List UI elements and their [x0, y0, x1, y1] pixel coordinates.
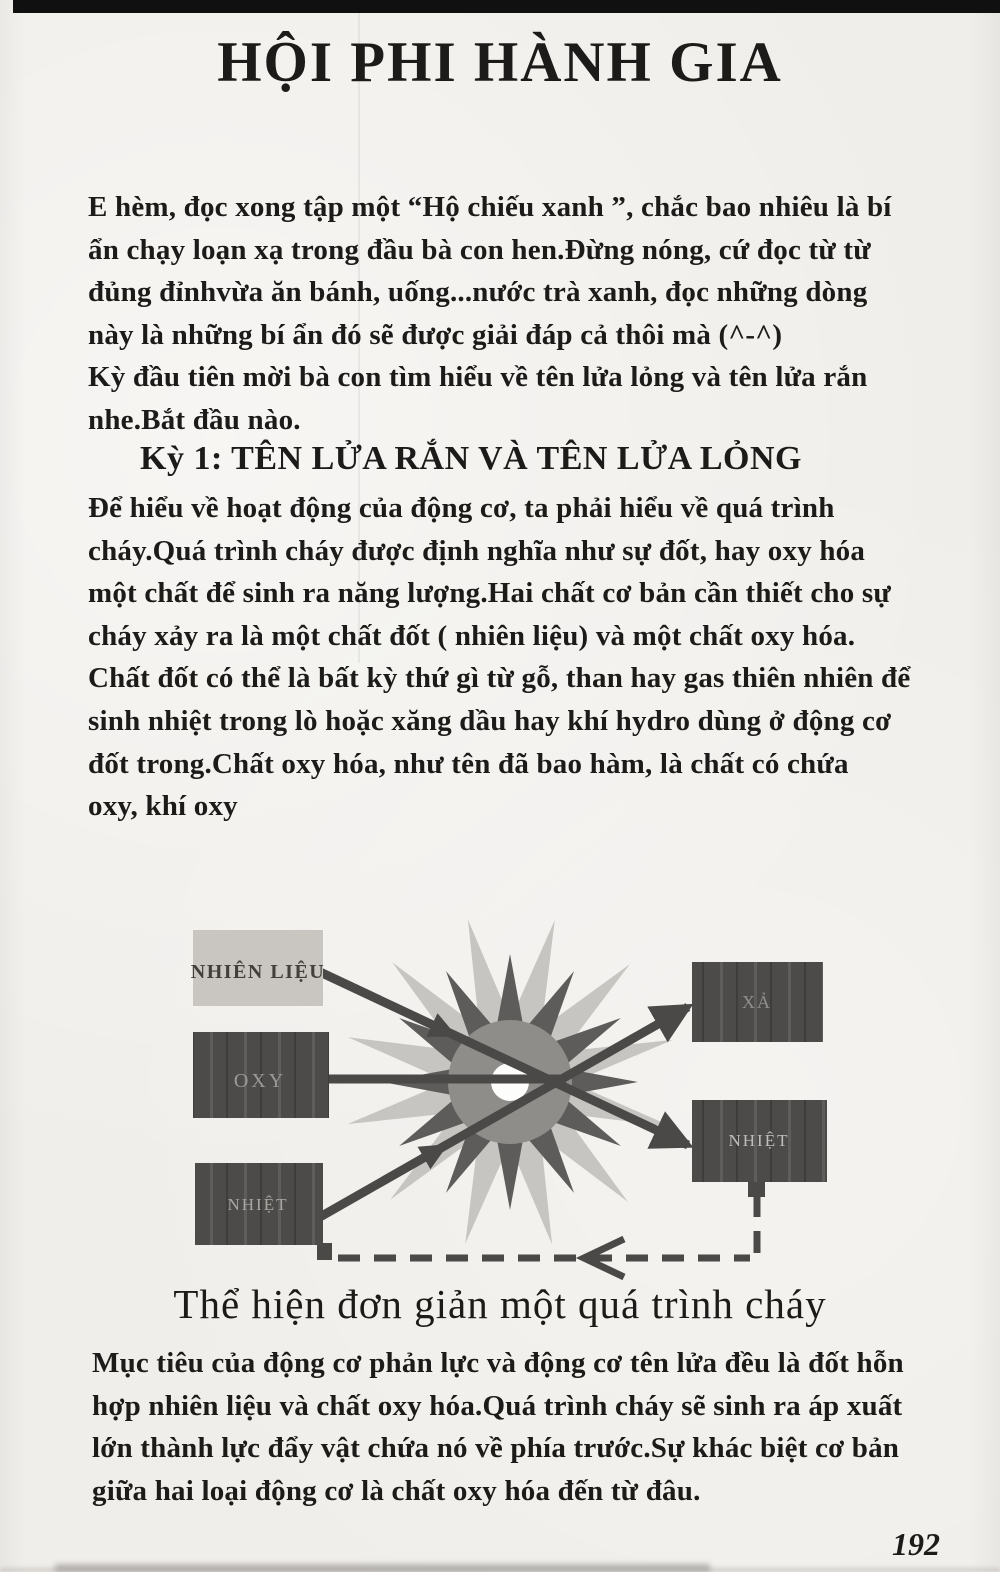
exhaust-box-label: XẢ	[742, 992, 772, 1012]
feedback-stub-left	[317, 1243, 332, 1260]
text-line: giữa hai loại động cơ là chất oxy hóa đến từ đâu.	[92, 1474, 701, 1507]
page-title: HỘI PHI HÀNH GIA	[217, 31, 783, 94]
feedback-stub-right	[748, 1182, 765, 1197]
text-line: sinh nhiệt trong lò hoặc xăng dầu hay khí hydro dùng ở động cơ	[88, 704, 892, 737]
scan-edge-top	[13, 0, 1000, 13]
engine-paragraph	[92, 1342, 904, 1512]
text-line: nhe.Bắt đầu nào.	[88, 403, 301, 436]
text-line: lớn thành lực đẩy vật chứa nó về phía trước.Sự khác biệt cơ bản	[92, 1432, 900, 1465]
combustion-paragraph	[88, 487, 910, 828]
intro-paragraph	[88, 186, 892, 442]
text-line: đủng đỉnhvừa ăn bánh, uống...nước trà xanh, đọc những dòng	[88, 276, 868, 309]
figure-caption: Thể hiện đơn giản một quá trình cháy	[173, 1281, 827, 1327]
oxy-box-label: OXY	[233, 1070, 287, 1092]
text-line: cháy.Quá trình cháy được định nghĩa như sự đốt, hay oxy hóa	[88, 534, 866, 567]
text-line: E hèm, đọc xong tập một “Hộ chiếu xanh ”, chắc bao nhiêu là bí	[88, 191, 892, 223]
fuel-box-label: NHIÊN LIỆU	[190, 961, 326, 983]
text-line: Để hiểu về hoạt động của động cơ, ta phải hiểu về quá trình	[88, 492, 835, 524]
page-number: 192	[892, 1526, 940, 1562]
scan-edge-bottom-shadow	[55, 1564, 710, 1572]
text-line: Chất đốt có thể là bất kỳ thứ gì từ gỗ, than hay gas thiên nhiên để	[88, 662, 911, 695]
text-line: cháy xảy ra là một chất đốt ( nhiên liệu) và một chất oxy hóa.	[88, 619, 856, 652]
text-line: ẩn chạy loạn xạ trong đầu bà con hen.Đừng nóng, cứ đọc từ từ	[88, 233, 871, 266]
text-line: một chất để sinh ra năng lượng.Hai chất cơ bản cần thiết cho sự	[88, 577, 891, 610]
text-line: này là những bí ẩn đó sẽ được giải đáp cả thôi mà (^-^)	[88, 318, 783, 351]
heat-box-left-label: NHIỆT	[227, 1195, 289, 1214]
text-line: oxy, khí oxy	[88, 790, 238, 823]
combustion-process-diagram	[0, 895, 1000, 1290]
section-heading: Kỳ 1: TÊN LỬA RẮN VÀ TÊN LỬA LỎNG	[140, 440, 802, 477]
text-line: Mục tiêu của động cơ phản lực và động cơ tên lửa đều là đốt hỗn	[92, 1347, 904, 1379]
text-line: đốt trong.Chất oxy hóa, như tên đã bao hàm, là chất có chứa	[88, 747, 849, 780]
heat-box-right-label: NHIỆT	[728, 1131, 790, 1150]
text-line: hợp nhiên liệu và chất oxy hóa.Quá trình cháy sẽ sinh ra áp xuất	[92, 1389, 903, 1422]
text-line: Kỳ đầu tiên mời bà con tìm hiểu về tên lửa lỏng và tên lửa rắn	[88, 361, 868, 394]
